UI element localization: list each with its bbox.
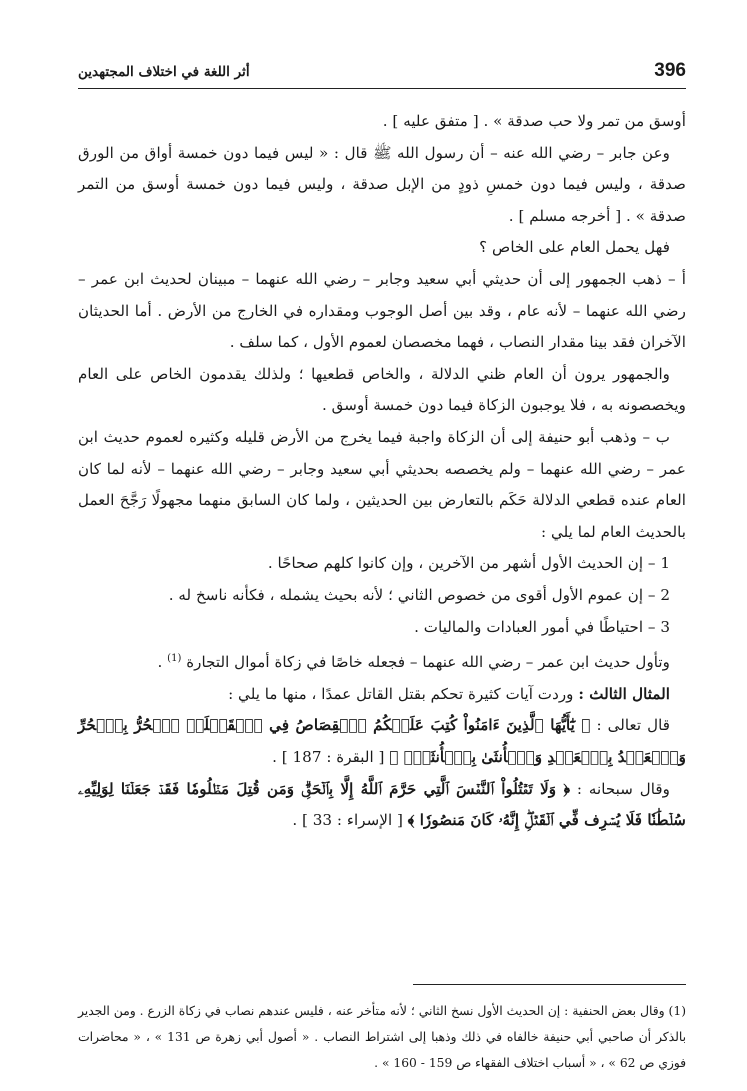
example-heading: المثال الثالث : bbox=[578, 684, 670, 703]
example-text: وردت آيات كثيرة تحكم بقتل القاتل عمدًا ، منها ما يلي : bbox=[228, 684, 579, 703]
verse-intro: قال تعالى : bbox=[590, 716, 670, 735]
main-text bbox=[78, 106, 686, 837]
running-title: أثر اللغة في اختلاف المجتهدين bbox=[78, 64, 250, 80]
paragraph-abu-hanifa-view: ب – وذهب أبو حنيفة إلى أن الزكاة واجبة فيما يخرج من الأرض قليله وكثيره لعموم حديث ابن عمر – رضي الله عنهما – ولم يخصصه بحديثي أبي سعيد وجابر – رضي الله عنهما – لأنه لما كان العام عنده قطعي الدلالة حَكَم بالتعارض بين الحديثين ، ولما كان السابق منهما مجهولًا رَجَّحَ العمل بالحديث العام لما يلي : bbox=[78, 427, 686, 541]
footnote-divider bbox=[413, 984, 686, 985]
verse-intro: وقال سبحانه : bbox=[570, 779, 671, 798]
paragraph-jabir-hadith: وعن جابر – رضي الله عنه – أن رسول الله ﷺ قال : « ليس فيما دون خمسة أواق من الورق صدقة ، وليس فيما دون خمسِ ذودٍ من الإبل صدقة ، وليس فيما دون خمسة أوسق من التمر صدقة » . [ أخرجه مسلم ] . bbox=[78, 143, 686, 225]
quran-verse: ﴿ يَٰٓأَيُّهَا ٱلَّذِينَ ءَامَنُواْ كُتِبَ عَلَيۡكُمُ ٱلۡقِصَاصُ فِي ٱلۡقَتۡلَىۖ ٱلۡحُرُّ بِٱلۡحُرِّ وَٱلۡعَبۡدُ بِٱلۡعَبۡدِ وَٱلۡأُنثَىٰ بِٱلۡأُنثَىٰۚ ﴾ bbox=[78, 716, 686, 766]
list-item: 2 – إن عموم الأول أقوى من خصوص الثاني ؛ لأنه بحيث يشمله ، فكأنه ناسخ له . bbox=[168, 585, 670, 604]
paragraph-third-example bbox=[78, 679, 686, 711]
paragraph-continuation: أوسق من تمر ولا حب صدقة » . [ متفق عليه ] . bbox=[382, 112, 686, 130]
paragraph-interpretation bbox=[78, 643, 686, 679]
paragraph-quran-isra bbox=[78, 774, 686, 837]
page-header bbox=[78, 62, 686, 89]
verse-reference: [ الإسراء : 33 ] . bbox=[292, 811, 408, 830]
list-item: 3 – احتياطًا في أمور العبادات والماليات . bbox=[414, 617, 670, 636]
document-page bbox=[78, 60, 686, 1070]
quran-verse: ﴿ وَلَا تَقۡتُلُواْ ٱلنَّفۡسَ ٱلَّتِي حَرَّمَ ٱللَّهُ إِلَّا بِٱلۡحَقِّۗ وَمَن قُتِلَ مَظۡلُومٗا فَقَدۡ جَعَلۡنَا لِوَلِيِّهِۦ سُلۡطَٰنٗا فَلَا يُسۡرِف فِّي ٱلۡقَتۡلِۖ إِنَّهُۥ كَانَ مَنصُورٗا ﴾ bbox=[78, 779, 686, 830]
page-number: 396 bbox=[654, 60, 686, 81]
paragraph-quran-baqarah bbox=[78, 710, 686, 773]
paragraph-question: فهل يحمل العام على الخاص ؟ bbox=[479, 238, 670, 257]
interpretation-text: وتأول حديث ابن عمر – رضي الله عنهما – فجعله خاصًا في زكاة أموال التجارة bbox=[186, 653, 670, 672]
footnote-ref: (1) bbox=[167, 653, 182, 665]
footnote-1: (1) وقال بعض الحنفية : إن الحديث الأول نسخ الثاني ؛ لأنه متأخر عنه ، فليس عندهم نصاب في زكاة الزرع . ومن الجدير بالذكر أن صاحبي أبي حنيفة خالفاه في ذلك وذهبا إلى اشتراط النصاب . « أصول أبي زهرة ص 131 » ، « محاضرات فوزي ص 62 » ، « أسباب اختلاف الفقهاء ص 159 - 160 » . bbox=[78, 1004, 686, 1070]
paragraph-majority-reasoning: والجمهور يرون أن العام ظني الدلالة ، والخاص قطعيها ؛ ولذلك يقدمون الخاص على العام ويخصصونه به ، فلا يوجبون الزكاة فيما دون خمسة أوسق . bbox=[78, 364, 686, 415]
footnotes bbox=[78, 998, 686, 1076]
paragraph-majority-view: أ – ذهب الجمهور إلى أن حديثي أبي سعيد وجابر – رضي الله عنهما – مبينان لحديث ابن عمر – رضي الله عنهما – لأنه عام ، وقد بين أصل الوجوب ومقداره في الخارج من الأرض . أما الحديثان الآخران فقد بينا مقدار النصاب ، فهما مخصصان لعموم الأول ، كما سلف . bbox=[78, 269, 686, 352]
verse-reference: [ البقرة : 187 ] . bbox=[272, 747, 390, 766]
list-item: 1 – إن الحديث الأول أشهر من الآخرين ، وإن كانوا كلهم صحاحًا . bbox=[267, 554, 670, 573]
interpretation-end: . bbox=[157, 653, 168, 672]
